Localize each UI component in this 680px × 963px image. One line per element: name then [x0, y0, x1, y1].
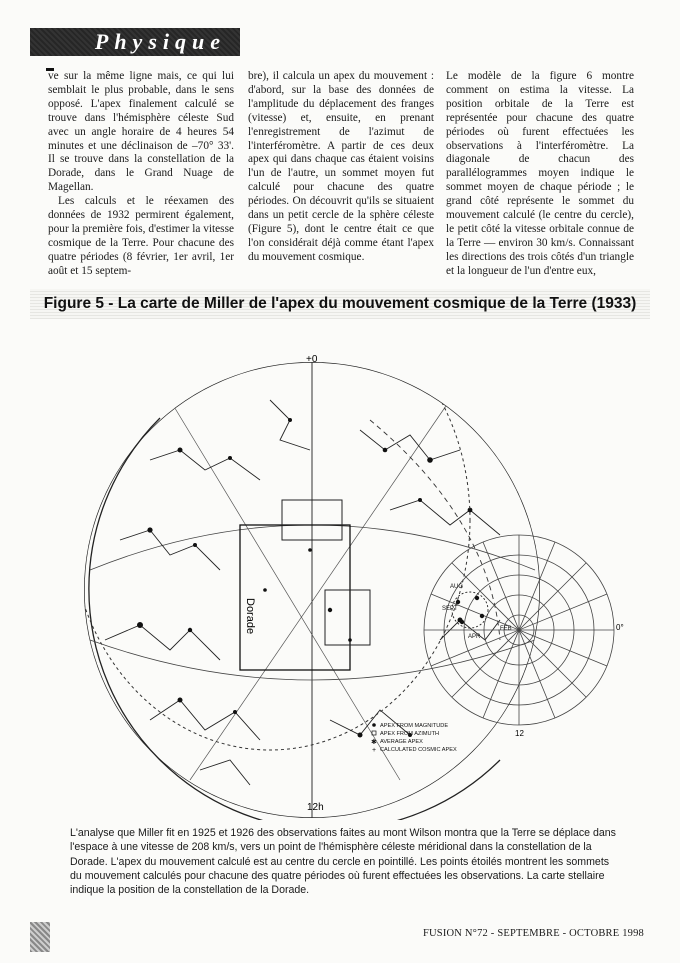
polar-label-12: 12 [515, 729, 524, 738]
paragraph: bre), il calcula un apex du mouvement : d'abord, sur la base des données de l'amplitude du déplacement des franges (vitesse) et, ensuite, en prenant l'enregistrement de l'azimut de l'interféromètre. A partir de ces deux apex qui dans chaque cas étaient voisins l'un de l'autre, un sommet moyen fut calculé pour chacune des quatre périodes. On découvrit qu'ils se situaient dans un petit cercle de la sphère céleste (Figure 5), dont le centre était ce que l'on considérait déjà comme étant l'apex du mouvement cosmique. [248, 70, 434, 263]
legend-item: CALCULATED COSMIC APEX [380, 747, 457, 753]
figure-title: Figure 5 - La carte de Miller de l'apex du mouvement cosmique de la Terre (1933) [30, 289, 650, 319]
figure-caption: L'analyse que Miller fit en 1925 et 1926 des observations faites au mont Wilson montra que la Terre se déplace dans l'espace à une vitesse de 208 km/s, vers un point de l'hémisphère céleste méridional dans la constellation de la Dorade. L'apex du mouvement calculé est au centre du cercle en pointillé. Les points étoilés montrent les sommets du mouvement calculés pour chacune des quatre périodes où furent effectuées les observations. La carte stellaire indique la position de la constellation de la Dorade. [70, 827, 616, 897]
label-aug: AUG [450, 584, 464, 590]
section-label: Physique [94, 29, 226, 54]
dorade-label: Dorade [244, 598, 256, 635]
legend-item: AVERAGE APEX [380, 739, 423, 745]
paragraph: Les calculs et le réexamen des données de 1932 permirent également, pour la première fois, d'estimer la vitesse cosmique de la Terre. Pour chacune des quatre périodes (8 février, 1er avril, 1er août et 15 septem- [48, 195, 234, 277]
legend-item: APEX FROM MAGNITUDE [380, 723, 449, 729]
label-sept: SEPT [442, 606, 458, 612]
outer-arc [89, 418, 500, 820]
polar-grid [424, 535, 614, 725]
legend-item: APEX FROM AZIMUTH [380, 731, 440, 737]
top-label: +0 [306, 354, 318, 365]
polar-label-0: 0° [616, 623, 624, 632]
figure-star-map [30, 340, 650, 820]
svg-text:+: + [372, 747, 377, 754]
legend [371, 723, 457, 754]
page-footer: FUSION N°72 - SEPTEMBRE - OCTOBRE 1998 [422, 928, 644, 939]
section-tab [30, 28, 240, 56]
page-corner-mark [30, 922, 50, 952]
svg-text:✱: ✱ [371, 739, 377, 746]
text-column-3 [446, 70, 634, 279]
paragraph: Le modèle de la figure 6 montre comment on estima la vitesse. La position orbitale de la Terre est représentée pour chacune des quatre périodes où furent effectuées les observations à l'interféromètre. La diagonale de chacun des parallélogrammes moyen indique le sommet moyen de chaque période ; le grand côté représente le sommet du mouvement calculé (le centre du cercle), le petit côté la vitesse orbitale connue de la Terre — environ 30 km/s. Connaissant les directions des trois côtés d'un triangle et la longueur de l'un d'entre eux, [446, 70, 634, 277]
label-feb: FEB [500, 626, 512, 632]
label-apr: APR [468, 634, 481, 640]
paragraph: ve sur la même ligne mais, ce qui lui semblait le plus probable, dans le sens opposé. L'apex finalement calculé se trouve dans l'hémisphère céleste Sud avec un angle horaire de 4 heures 54 minutes et une déclinaison de –70° 33'. Il se trouve dans la constellation de la Dorade, dans le Grand Nuage de Magellan. [48, 70, 234, 194]
text-column-2 [248, 70, 434, 265]
text-column-1 [48, 70, 234, 279]
bottom-label: 12h [307, 802, 324, 813]
